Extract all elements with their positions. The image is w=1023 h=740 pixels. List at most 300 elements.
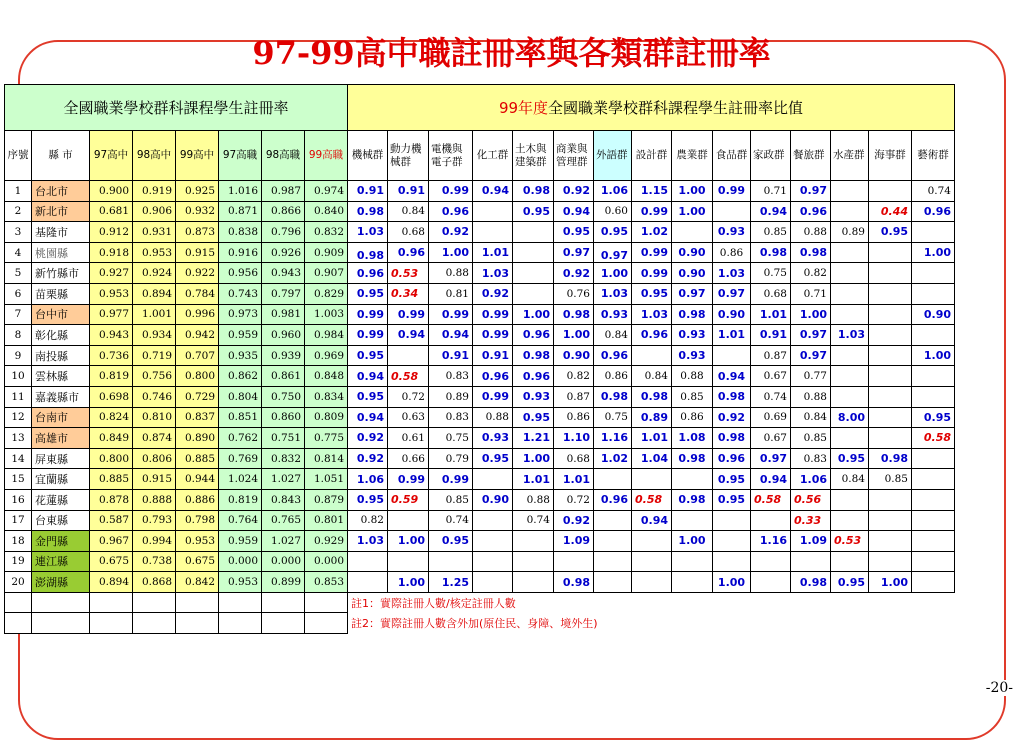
row-group-ratio-cell: 0.86 [672,407,713,428]
row-group-ratio-cell [869,407,912,428]
row-group-ratio-cell: 0.97 [554,242,594,263]
row-group-ratio-cell: 0.95 [513,201,554,222]
row-seq: 9 [5,345,32,366]
col-header-group-11: 餐旅群 [791,131,831,181]
row-group-ratio-cell [912,531,955,552]
empty-cell [133,592,176,613]
row-rate-cell: 0.837 [176,407,219,428]
row-group-ratio-cell: 0.34 [388,283,429,304]
row-group-ratio-cell: 0.58 [632,489,672,510]
row-group-ratio-cell: 0.94 [348,366,388,387]
row-group-ratio-cell: 0.68 [388,222,429,243]
row-rate-cell: 0.934 [133,325,176,346]
row-group-ratio-cell: 0.71 [791,283,831,304]
row-group-ratio-cell: 0.99 [632,201,672,222]
row-group-ratio-cell: 1.01 [554,469,594,490]
row-seq: 18 [5,531,32,552]
empty-cell [32,613,90,634]
row-group-ratio-cell [831,263,869,284]
row-group-ratio-cell [594,551,632,572]
table-row [5,407,955,428]
row-group-ratio-cell: 0.68 [554,448,594,469]
row-group-ratio-cell: 0.98 [713,428,751,449]
table-row [5,201,955,222]
row-county: 台北市 [32,181,90,202]
row-group-ratio-cell: 0.96 [912,201,955,222]
row-group-ratio-cell: 0.93 [594,304,632,325]
row-group-ratio-cell: 1.00 [791,304,831,325]
row-rate-cell: 0.931 [133,222,176,243]
row-group-ratio-cell [388,510,429,531]
table-row [5,510,955,531]
row-seq: 1 [5,181,32,202]
row-seq: 8 [5,325,32,346]
row-group-ratio-cell: 0.90 [713,304,751,325]
row-group-ratio-cell [869,263,912,284]
row-group-ratio-cell: 0.99 [632,263,672,284]
table-row [5,222,955,243]
row-group-ratio-cell [513,242,554,263]
row-rate-cell: 0.866 [262,201,305,222]
row-group-ratio-cell [831,386,869,407]
row-group-ratio-cell [672,222,713,243]
row-rate-cell: 0.801 [305,510,348,531]
row-seq: 7 [5,304,32,325]
row-group-ratio-cell: 0.88 [513,489,554,510]
row-group-ratio-cell [912,325,955,346]
row-group-ratio-cell: 1.21 [513,428,554,449]
row-group-ratio-cell: 0.98 [869,448,912,469]
row-group-ratio-cell: 0.74 [429,510,473,531]
row-group-ratio-cell [869,366,912,387]
row-group-ratio-cell: 0.84 [594,325,632,346]
row-group-ratio-cell: 0.92 [554,263,594,284]
row-group-ratio-cell [869,242,912,263]
row-rate-cell: 0.871 [219,201,262,222]
row-group-ratio-cell: 0.69 [751,407,791,428]
row-group-ratio-cell: 0.98 [672,489,713,510]
row-group-ratio-cell [513,283,554,304]
row-group-ratio-cell [869,489,912,510]
table-row [5,489,955,510]
row-group-ratio-cell [713,551,751,572]
row-rate-cell: 0.984 [305,325,348,346]
row-group-ratio-cell: 0.94 [751,469,791,490]
row-rate-cell: 0.987 [262,181,305,202]
row-group-ratio-cell: 0.82 [348,510,388,531]
empty-cell [262,613,305,634]
row-group-ratio-cell: 0.92 [554,181,594,202]
row-rate-cell: 0.806 [133,448,176,469]
row-group-ratio-cell: 0.71 [751,181,791,202]
row-rate-cell: 0.736 [90,345,133,366]
row-group-ratio-cell [473,572,513,593]
row-seq: 11 [5,386,32,407]
row-group-ratio-cell [869,283,912,304]
row-county: 台東縣 [32,510,90,531]
row-group-ratio-cell [473,469,513,490]
row-group-ratio-cell [869,531,912,552]
row-seq: 6 [5,283,32,304]
row-rate-cell: 0.793 [133,510,176,531]
row-group-ratio-cell: 0.99 [473,386,513,407]
row-group-ratio-cell: 1.00 [912,345,955,366]
row-group-ratio-cell: 0.98 [632,386,672,407]
row-group-ratio-cell [388,345,429,366]
row-group-ratio-cell [473,222,513,243]
row-group-ratio-cell: 0.67 [751,428,791,449]
row-group-ratio-cell [831,181,869,202]
row-rate-cell: 0.819 [219,489,262,510]
row-rate-cell: 0.915 [176,242,219,263]
table-row [5,242,955,263]
row-rate-cell: 0.860 [262,407,305,428]
row-group-ratio-cell: 0.89 [831,222,869,243]
row-group-ratio-cell: 0.96 [791,201,831,222]
row-group-ratio-cell [831,345,869,366]
row-group-ratio-cell: 0.81 [429,283,473,304]
col-header-seq: 序號 [5,131,32,181]
row-group-ratio-cell: 0.99 [473,325,513,346]
row-group-ratio-cell [713,345,751,366]
row-group-ratio-cell [831,242,869,263]
row-group-ratio-cell: 1.01 [473,242,513,263]
empty-cell [219,613,262,634]
row-rate-cell: 0.953 [176,531,219,552]
table-row [5,551,955,572]
row-rate-cell: 0.894 [133,283,176,304]
row-group-ratio-cell: 1.08 [672,428,713,449]
row-group-ratio-cell: 0.98 [791,572,831,593]
table-row [5,263,955,284]
row-rate-cell: 0.874 [133,428,176,449]
row-rate-cell: 0.890 [176,428,219,449]
row-rate-cell: 0.838 [219,222,262,243]
row-rate-cell: 0.756 [133,366,176,387]
col-header-group-1: 動力機械群 [388,131,429,181]
col-header-county: 縣 市 [32,131,90,181]
row-group-ratio-cell: 0.95 [554,222,594,243]
row-rate-cell: 0.000 [262,551,305,572]
row-group-ratio-cell: 1.00 [869,572,912,593]
row-group-ratio-cell [751,510,791,531]
row-group-ratio-cell [713,531,751,552]
row-seq: 16 [5,489,32,510]
row-group-ratio-cell: 0.96 [594,489,632,510]
col-header-99-vocational: 99高職 [305,131,348,181]
row-rate-cell: 0.719 [133,345,176,366]
row-group-ratio-cell: 1.00 [713,572,751,593]
row-group-ratio-cell [513,263,554,284]
row-group-ratio-cell: 0.56 [791,489,831,510]
row-group-ratio-cell: 0.86 [554,407,594,428]
row-group-ratio-cell [713,510,751,531]
row-group-ratio-cell: 0.61 [388,428,429,449]
row-group-ratio-cell: 1.06 [791,469,831,490]
row-group-ratio-cell [831,201,869,222]
row-group-ratio-cell [632,469,672,490]
table-row [5,325,955,346]
row-rate-cell: 0.953 [90,283,133,304]
row-group-ratio-cell: 0.99 [348,325,388,346]
page-title: 97-99高中職註冊率與各類群註冊率 [252,34,771,72]
row-group-ratio-cell: 0.95 [348,345,388,366]
row-rate-cell: 1.016 [219,181,262,202]
col-header-group-8: 農業群 [672,131,713,181]
row-county: 新竹縣市 [32,263,90,284]
row-group-ratio-cell: 0.75 [594,407,632,428]
row-group-ratio-cell: 0.75 [751,263,791,284]
row-group-ratio-cell: 0.98 [554,304,594,325]
col-header-group-7: 設計群 [632,131,672,181]
row-group-ratio-cell: 1.00 [672,531,713,552]
empty-cell [176,613,219,634]
row-group-ratio-cell: 0.95 [831,572,869,593]
row-group-ratio-cell: 1.00 [672,181,713,202]
col-header-group-6: 外語群 [594,131,632,181]
row-group-ratio-cell [672,572,713,593]
row-group-ratio-cell: 0.58 [912,428,955,449]
row-rate-cell: 0.746 [133,386,176,407]
row-county: 連江縣 [32,551,90,572]
left-section-header: 全國職業學校群科課程學生註冊率 [5,85,348,131]
row-group-ratio-cell: 0.94 [348,407,388,428]
row-group-ratio-cell [473,531,513,552]
row-rate-cell: 0.784 [176,283,219,304]
row-group-ratio-cell: 1.00 [388,531,429,552]
row-group-ratio-cell [869,345,912,366]
row-group-ratio-cell [912,448,955,469]
row-rate-cell: 0.824 [90,407,133,428]
row-group-ratio-cell [554,551,594,572]
row-group-ratio-cell: 0.87 [554,386,594,407]
row-rate-cell: 0.885 [90,469,133,490]
row-group-ratio-cell: 0.83 [791,448,831,469]
row-group-ratio-cell: 0.94 [632,510,672,531]
row-group-ratio-cell: 0.91 [751,325,791,346]
row-rate-cell: 0.939 [262,345,305,366]
row-seq: 4 [5,242,32,263]
row-group-ratio-cell: 0.67 [751,366,791,387]
row-rate-cell: 0.906 [133,201,176,222]
row-group-ratio-cell: 0.91 [429,345,473,366]
row-group-ratio-cell [751,551,791,572]
footnote: 註1：實際註冊人數/核定註冊人數 [351,596,516,610]
table-row [5,428,955,449]
row-group-ratio-cell: 0.95 [594,222,632,243]
row-rate-cell: 0.814 [305,448,348,469]
row-group-ratio-cell: 0.88 [791,222,831,243]
row-rate-cell: 0.000 [219,551,262,572]
col-header-group-14: 藝術群 [912,131,955,181]
col-header-99-senior-high: 99高中 [176,131,219,181]
row-group-ratio-cell: 1.03 [632,304,672,325]
row-group-ratio-cell: 1.03 [348,531,388,552]
row-group-ratio-cell: 0.94 [713,366,751,387]
row-group-ratio-cell: 0.95 [713,469,751,490]
row-group-ratio-cell: 0.94 [388,325,429,346]
row-group-ratio-cell [632,551,672,572]
row-group-ratio-cell [388,551,429,572]
row-rate-cell: 0.800 [176,366,219,387]
row-rate-cell: 0.912 [90,222,133,243]
row-county: 屏東縣 [32,448,90,469]
row-group-ratio-cell: 1.00 [429,242,473,263]
row-rate-cell: 1.003 [305,304,348,325]
row-group-ratio-cell: 0.58 [751,489,791,510]
row-group-ratio-cell [869,181,912,202]
row-group-ratio-cell: 0.97 [594,242,632,263]
row-county: 苗栗縣 [32,283,90,304]
row-group-ratio-cell [869,304,912,325]
row-group-ratio-cell: 0.98 [672,304,713,325]
col-header-group-5: 商業與管理群 [554,131,594,181]
row-group-ratio-cell: 0.77 [791,366,831,387]
row-group-ratio-cell [791,551,831,572]
row-group-ratio-cell: 0.98 [713,386,751,407]
row-group-ratio-cell [513,222,554,243]
row-rate-cell: 0.973 [219,304,262,325]
row-group-ratio-cell: 1.01 [751,304,791,325]
empty-cell [90,592,133,613]
row-group-ratio-cell [348,551,388,572]
row-group-ratio-cell: 0.82 [791,263,831,284]
row-group-ratio-cell: 0.66 [388,448,429,469]
row-group-ratio-cell: 0.59 [388,489,429,510]
row-group-ratio-cell: 0.93 [473,428,513,449]
row-group-ratio-cell [632,531,672,552]
row-group-ratio-cell: 0.85 [429,489,473,510]
row-rate-cell: 0.907 [305,263,348,284]
row-group-ratio-cell: 1.02 [632,222,672,243]
row-group-ratio-cell: 0.95 [429,531,473,552]
row-rate-cell: 0.868 [133,572,176,593]
row-rate-cell: 0.000 [305,551,348,572]
empty-cell [262,592,305,613]
row-rate-cell: 0.832 [305,222,348,243]
row-rate-cell: 0.977 [90,304,133,325]
row-group-ratio-cell [831,489,869,510]
row-group-ratio-cell: 0.89 [429,386,473,407]
row-rate-cell: 0.959 [219,325,262,346]
row-rate-cell: 0.832 [262,448,305,469]
row-seq: 13 [5,428,32,449]
row-group-ratio-cell: 0.91 [388,181,429,202]
row-county: 基隆市 [32,222,90,243]
table-row [5,181,955,202]
row-rate-cell: 0.956 [219,263,262,284]
col-header-97-vocational: 97高職 [219,131,262,181]
right-header-year: 99年度 [498,99,549,117]
row-rate-cell: 0.849 [90,428,133,449]
row-county: 澎湖縣 [32,572,90,593]
row-group-ratio-cell: 0.60 [594,201,632,222]
row-group-ratio-cell: 0.99 [429,181,473,202]
row-group-ratio-cell: 0.85 [869,469,912,490]
row-group-ratio-cell: 0.99 [388,469,429,490]
row-rate-cell: 0.894 [90,572,133,593]
row-rate-cell: 0.953 [219,572,262,593]
note-row [5,613,955,634]
row-group-ratio-cell: 0.92 [348,428,388,449]
row-group-ratio-cell: 0.99 [473,304,513,325]
row-group-ratio-cell: 1.03 [348,222,388,243]
row-group-ratio-cell [831,366,869,387]
row-group-ratio-cell: 0.98 [348,201,388,222]
row-county: 宜蘭縣 [32,469,90,490]
row-group-ratio-cell: 0.93 [513,386,554,407]
row-group-ratio-cell: 0.96 [594,345,632,366]
row-group-ratio-cell: 1.03 [473,263,513,284]
col-header-97-senior-high: 97高中 [90,131,133,181]
row-group-ratio-cell: 1.00 [388,572,429,593]
row-group-ratio-cell [594,572,632,593]
row-seq: 12 [5,407,32,428]
right-section-header [348,85,955,131]
row-group-ratio-cell [594,469,632,490]
row-rate-cell: 1.027 [262,469,305,490]
row-seq: 3 [5,222,32,243]
row-rate-cell: 0.909 [305,242,348,263]
row-group-ratio-cell: 0.96 [632,325,672,346]
row-group-ratio-cell: 0.88 [672,366,713,387]
row-group-ratio-cell: 0.95 [869,222,912,243]
row-rate-cell: 0.969 [305,345,348,366]
row-group-ratio-cell [869,551,912,572]
row-group-ratio-cell: 0.92 [429,222,473,243]
row-group-ratio-cell [713,201,751,222]
row-group-ratio-cell [912,263,955,284]
row-rate-cell: 0.810 [133,407,176,428]
row-group-ratio-cell [869,510,912,531]
row-group-ratio-cell [672,551,713,572]
row-group-ratio-cell: 0.90 [672,263,713,284]
row-rate-cell: 0.800 [90,448,133,469]
row-group-ratio-cell: 1.00 [513,448,554,469]
row-rate-cell: 0.675 [176,551,219,572]
row-group-ratio-cell [831,428,869,449]
row-group-ratio-cell: 1.09 [554,531,594,552]
row-group-ratio-cell [348,572,388,593]
table-row [5,283,955,304]
row-group-ratio-cell [912,283,955,304]
row-group-ratio-cell: 0.98 [791,242,831,263]
row-group-ratio-cell [594,531,632,552]
row-group-ratio-cell: 0.33 [791,510,831,531]
row-rate-cell: 0.848 [305,366,348,387]
row-group-ratio-cell: 1.01 [632,428,672,449]
row-group-ratio-cell: 0.95 [348,489,388,510]
row-rate-cell: 0.922 [176,263,219,284]
row-group-ratio-cell: 0.79 [429,448,473,469]
row-county: 金門縣 [32,531,90,552]
row-group-ratio-cell: 0.92 [473,283,513,304]
row-seq: 19 [5,551,32,572]
row-group-ratio-cell: 0.90 [473,489,513,510]
row-group-ratio-cell: 0.53 [388,263,429,284]
row-rate-cell: 0.899 [262,572,305,593]
row-group-ratio-cell: 0.91 [473,345,513,366]
row-group-ratio-cell: 0.85 [751,222,791,243]
row-seq: 10 [5,366,32,387]
row-rate-cell: 0.879 [305,489,348,510]
row-group-ratio-cell: 0.74 [912,181,955,202]
row-group-ratio-cell: 0.98 [594,386,632,407]
row-group-ratio-cell: 0.90 [672,242,713,263]
empty-cell [176,592,219,613]
row-county: 新北市 [32,201,90,222]
row-rate-cell: 0.932 [176,201,219,222]
